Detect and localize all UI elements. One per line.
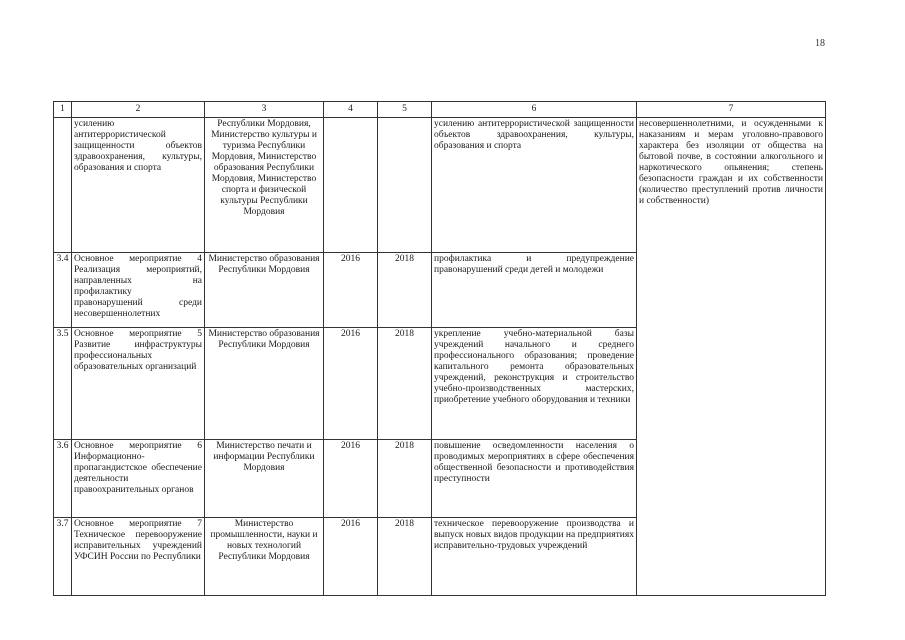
measure-name: Основное мероприятие 6 Информационно-пропагандистское обеспечение деятельности правоохранительных органов [72, 440, 205, 518]
measure-name: Основное мероприятие 7 Техническое перевооружение исправительных учреждений УФСИН России по Республики [72, 518, 205, 596]
start-year: 2016 [324, 440, 378, 518]
row-number: 3.7 [54, 518, 72, 596]
executor: Республики Мордовия, Министерство культуры и туризма Республики Мордовия, Министерство образования Республики Мордовия, Министерство спорта и физической культуры Республики Мордовия [205, 118, 324, 253]
executor: Министерство промышленности, науки и новых технологий Республики Мордовия [205, 518, 324, 596]
end-year: 2018 [378, 328, 432, 440]
end-year: 2018 [378, 518, 432, 596]
row-number: 3.4 [54, 253, 72, 328]
start-year [324, 118, 378, 253]
measure-name: Основное мероприятие 4 Реализация мероприятий, направленных на профилактику правонарушений среди несовершеннолетних [72, 253, 205, 328]
expected-result: укрепление учебно-материальной базы учреждений начального и среднего профессионального образования; проведение капитального ремонта образовательных учреждений, реконструкция и строительство учебно-производственных мастерских, приобретение учебного оборудования и техники [432, 328, 637, 440]
row-number: 3.5 [54, 328, 72, 440]
program-table [53, 101, 826, 596]
header-cell: 5 [378, 102, 432, 118]
end-year: 2018 [378, 440, 432, 518]
executor: Министерство образования Республики Мордовия [205, 328, 324, 440]
header-cell: 1 [54, 102, 72, 118]
executor: Министерство образования Республики Мордовия [205, 253, 324, 328]
start-year: 2016 [324, 328, 378, 440]
start-year: 2016 [324, 253, 378, 328]
expected-result: повышение осведомленности населения о проводимых мероприятиях в сфере обеспечения общественной безопасности и противодействия преступности [432, 440, 637, 518]
expected-result: техническое перевооружение производства и выпуск новых видов продукции на предприятиях исправительно-трудовых учреждений [432, 518, 637, 596]
measure-name: усилению антитеррористической защищенности объектов здравоохранения, культуры, образования и спорта [72, 118, 205, 253]
end-year [378, 118, 432, 253]
row-number [54, 118, 72, 253]
header-cell: 6 [432, 102, 637, 118]
page-number: 18 [815, 38, 825, 49]
header-cell: 2 [72, 102, 205, 118]
start-year: 2016 [324, 518, 378, 596]
row-number: 3.6 [54, 440, 72, 518]
header-cell: 3 [205, 102, 324, 118]
measure-name: Основное мероприятие 5 Развитие инфраструктуры профессиональных образовательных организаций [72, 328, 205, 440]
header-row [54, 102, 826, 118]
end-year: 2018 [378, 253, 432, 328]
executor: Министерство печати и информации Республики Мордовия [205, 440, 324, 518]
header-cell: 7 [637, 102, 826, 118]
table-row [54, 118, 826, 253]
header-cell: 4 [324, 102, 378, 118]
expected-result: профилактика и предупреждение правонарушений среди детей и молодежи [432, 253, 637, 328]
indicators: несовершеннолетними, и осужденными к наказаниям и мерам уголовно-правового характера без изоляции от общества на бытовой почве, в состоянии алкогольного и наркотического опьянения; степень безопасности граждан и их собственности (количество преступлений против личности и собственности) [637, 118, 826, 596]
expected-result: усилению антитеррористической защищенности объектов здравоохранения, культуры, образования и спорта [432, 118, 637, 253]
